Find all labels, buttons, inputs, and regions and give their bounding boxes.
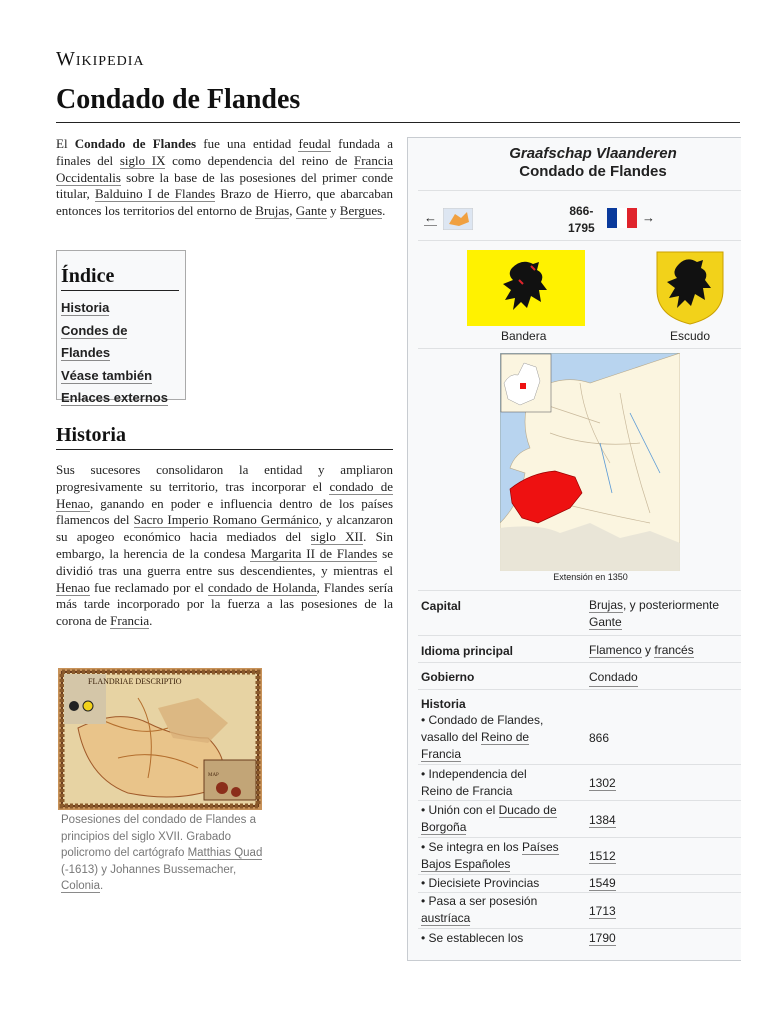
link-paises-bajos-cont[interactable]: Bajos Españoles <box>421 857 511 871</box>
toc-item-enlaces[interactable]: Enlaces externos <box>61 390 168 405</box>
location-map-image[interactable] <box>500 353 680 571</box>
infobox-divider <box>418 635 741 636</box>
gobierno-value-link[interactable]: Condado <box>589 669 638 687</box>
link-francia[interactable]: Francia <box>110 613 150 629</box>
link-sacro-imperio[interactable]: Sacro Imperio Romano Germánico <box>133 512 319 528</box>
flanders-coat-of-arms-image[interactable] <box>655 250 725 326</box>
link-henao[interactable]: Henao <box>56 579 90 595</box>
infobox-divider <box>418 928 741 929</box>
link-gante[interactable]: Gante <box>295 203 327 219</box>
successor-flag-icon[interactable] <box>607 208 637 228</box>
link-francia-occidentalis[interactable]: Francia Occidentalis <box>56 152 393 185</box>
infobox-divider <box>418 837 741 838</box>
wikipedia-wordmark[interactable]: Wikipedia <box>56 48 145 70</box>
link-condado-henao[interactable]: condado de Henao <box>56 478 393 511</box>
map-caption: Extensión en 1350 <box>553 572 628 582</box>
toc-item-condes[interactable]: Condes de Flandes <box>61 322 128 360</box>
event-row: • Unión con el Ducado de Borgoña <box>421 803 557 834</box>
event-row: • Diecisiete Provincias <box>421 876 540 890</box>
flag-label: Bandera <box>501 329 547 343</box>
figure-caption: Posesiones del condado de Flandes a principios del siglo XVII. Grabado policromo del cartógrafo Matthias Quad (-1613) y Johannes Bussemacher, Colonia. <box>61 814 263 892</box>
map-cartouche-title: FLANDRIAE DESCRIPTIO <box>88 677 182 686</box>
event-row: • Se establecen los <box>421 931 524 945</box>
article-subject: Condado de Flandes <box>74 136 197 151</box>
link-ducado-borgona[interactable]: Ducado de <box>498 803 557 817</box>
capital-label: Capital <box>421 599 462 613</box>
event-year-link[interactable]: 1549 <box>589 876 616 890</box>
historia-label: Historia <box>421 697 466 711</box>
infobox-divider <box>418 800 741 801</box>
link-matthias-quad[interactable]: Matthias Quad <box>187 847 263 859</box>
link-austriaca[interactable]: austríaca <box>421 911 471 925</box>
section-heading-historia: Historia <box>56 424 393 450</box>
link-ducado-borgona-cont[interactable]: Borgoña <box>421 820 467 834</box>
link-bergues[interactable]: Bergues <box>339 203 383 219</box>
toc-item-historia[interactable]: Historia <box>61 300 110 315</box>
intro-paragraph: El Condado de Flandes fue una entidad feudal fundada a finales del siglo IX como dependencia del reino de Francia Occidentalis sobre la base de las posesiones del primer conde titular, Balduino I de Flandes Brazo de Hierro, que abarcaban entonces los territorios del entorno de Brujas, Gante y Bergues. <box>56 136 393 219</box>
toc-title: Índice <box>61 265 179 291</box>
infobox-divider <box>418 662 741 663</box>
link-capital-brujas[interactable]: Brujas <box>589 598 624 612</box>
event-year-link[interactable]: 1713 <box>589 904 616 918</box>
infobox-divider <box>418 764 741 765</box>
link-siglo-xii[interactable]: siglo XII <box>310 529 364 545</box>
historic-map-image[interactable] <box>58 668 262 810</box>
table-of-contents <box>56 250 186 405</box>
link-margarita-ii[interactable]: Margarita II de Flandes <box>250 545 378 561</box>
link-balduino[interactable]: Balduino I de Flandes <box>94 186 216 202</box>
intro-section <box>56 136 393 220</box>
link-reino-francia-cont[interactable]: Francia <box>421 747 462 761</box>
infobox-divider <box>418 240 741 241</box>
event-year-link[interactable]: 1790 <box>589 931 616 945</box>
link-feudal[interactable]: feudal <box>298 136 331 151</box>
gobierno-label: Gobierno <box>421 670 475 684</box>
event-year: 866 <box>589 731 610 745</box>
event-row: • Se integra en los Países Bajos Españoles <box>421 840 559 871</box>
infobox-divider <box>418 348 741 349</box>
link-colonia[interactable]: Colonia <box>61 880 100 892</box>
infobox-divider <box>418 190 741 191</box>
link-brujas[interactable]: Brujas <box>255 203 290 219</box>
event-year-link[interactable]: 1384 <box>589 813 616 827</box>
event-row: • Pasa a ser posesión austríaca <box>421 894 538 925</box>
link-condado-holanda[interactable]: condado de Holanda <box>207 579 317 595</box>
idioma-label: Idioma principal <box>421 644 514 658</box>
page-title: Condado de Flandes <box>56 84 740 123</box>
link-reino-francia[interactable]: Reino de <box>481 730 530 744</box>
historia-paragraph: Sus sucesores consolidaron la entidad y ampliaron progresivamente su territorio, tras incorporar el condado de Henao, ganando en poder e influencia dentro de los países flamencos del Sacro Imperio Romano Germánico, y alcanzaron su apogeo económico hacia mediados del siglo XII. Sin embargo, la herencia de la condesa Margarita II de Flandes se dividió tras una guerra entre sus descendientes, y mientras el Henao fue reclamado por el condado de Holanda, Flandes sería más tarde incorporado por la fuerza a las posesiones de la corona de Francia. <box>56 462 394 629</box>
year-range: 866- 1795 <box>568 204 595 235</box>
infobox-divider <box>418 689 741 690</box>
event-row: • Condado de Flandes, vasallo del Reino de Francia <box>421 713 544 761</box>
idioma-value: Flamenco y francés <box>589 643 694 657</box>
link-capital-gante[interactable]: Gante <box>589 615 622 629</box>
next-state-arrow[interactable]: → <box>642 210 655 225</box>
infobox <box>407 137 741 961</box>
link-paises-bajos[interactable]: Países <box>521 840 559 854</box>
toc-item-vease[interactable]: Véase también <box>61 367 153 383</box>
coat-of-arms-label: Escudo <box>670 329 711 343</box>
event-row: • Independencia del Reino de Francia <box>421 767 527 798</box>
link-flamenco[interactable]: Flamenco <box>589 643 642 657</box>
historia-section <box>56 462 393 630</box>
event-year-link[interactable]: 1302 <box>589 776 616 790</box>
infobox-divider <box>418 590 741 591</box>
capital-value: Brujas, y posteriormente Gante <box>589 598 720 629</box>
prev-state-arrow[interactable]: ← <box>424 210 437 225</box>
event-year-link[interactable]: 1512 <box>589 849 616 863</box>
link-siglo-ix[interactable]: siglo IX <box>119 152 166 168</box>
link-frances[interactable]: francés <box>654 643 694 657</box>
svg-text:MAP: MAP <box>208 773 219 778</box>
infobox-name: Condado de Flandes <box>519 163 667 180</box>
flanders-flag-image[interactable] <box>467 250 585 326</box>
predecessor-flag-icon[interactable] <box>443 208 473 230</box>
infobox-native-name: Graafschap Vlaanderen <box>509 145 677 162</box>
